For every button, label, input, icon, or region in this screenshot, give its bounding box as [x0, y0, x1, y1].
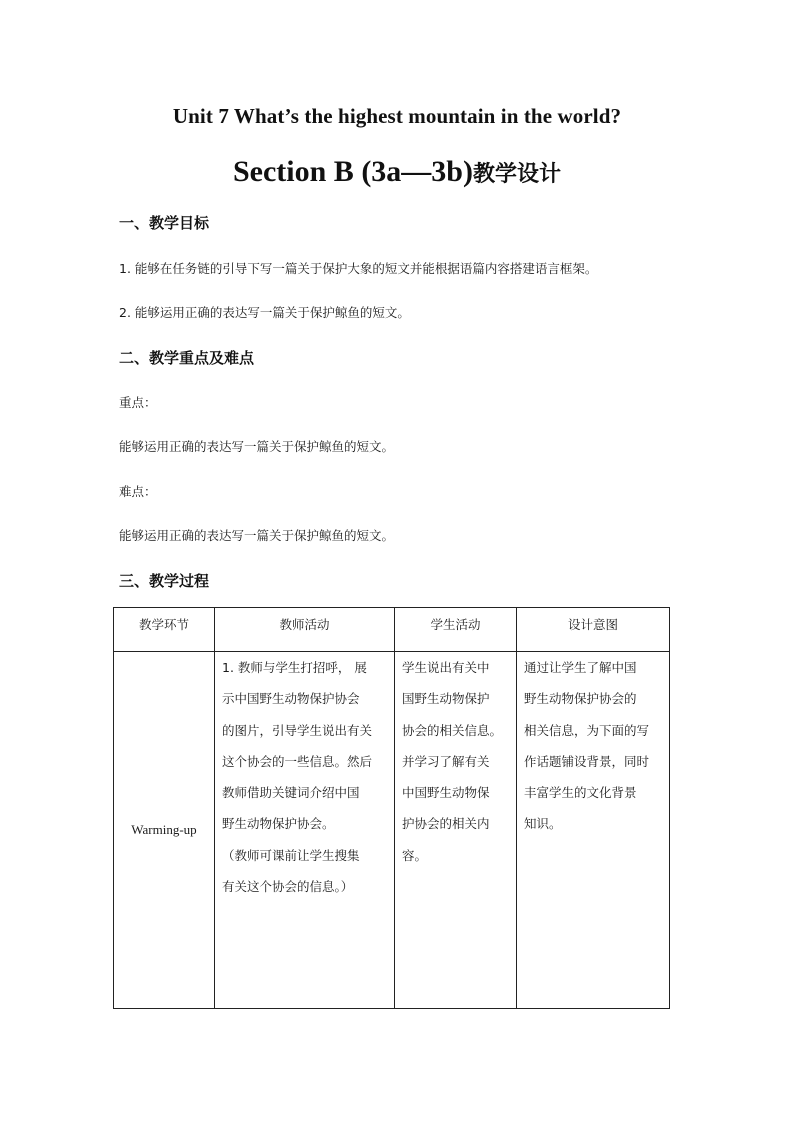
- key-point-label: 重点：: [119, 395, 157, 410]
- section-title: [0, 155, 794, 189]
- header-stage: 教学环节: [114, 608, 215, 652]
- header-student-activity: 学生活动: [395, 608, 517, 652]
- student-line: 国野生动物保护: [402, 691, 490, 707]
- goal-1: 1. 能够在任务链的引导下写一篇关于保护大象的短文并能根据语篇内容搭建语言框架。: [119, 261, 598, 276]
- design-line: 野生动物保护协会的: [524, 691, 637, 707]
- student-activity-cell: [395, 652, 517, 1009]
- teacher-line: 示中国野生动物保护协会: [222, 691, 360, 707]
- table-header-row: [114, 608, 670, 652]
- section-title-en: Section B (3a—3b): [232, 155, 473, 188]
- table-row: [114, 652, 670, 1009]
- header-teacher-activity: 教师活动: [215, 608, 395, 652]
- focus-heading: 二、教学重点及难点: [119, 349, 255, 367]
- design-line: 相关信息，为下面的写: [524, 722, 650, 738]
- teacher-line: 这个协会的一些信息。然后: [222, 753, 373, 769]
- design-line: 丰富学生的文化背景: [524, 785, 637, 801]
- teacher-line: 1. 教师与学生打招呼， 展: [222, 660, 367, 675]
- student-line: 中国野生动物保: [402, 785, 490, 801]
- teacher-activity-cell: [215, 652, 395, 1009]
- process-heading: 三、教学过程: [119, 572, 210, 590]
- goals-heading: 一、教学目标: [119, 214, 210, 232]
- teacher-line: 的图片，引导学生说出有关: [222, 722, 373, 738]
- header-design-intent: 设计意图: [517, 608, 670, 652]
- student-line: 并学习了解有关: [402, 753, 490, 769]
- unit-title: Unit 7 What’s the highest mountain in the world?: [172, 104, 622, 128]
- difficult-point-text: 能够运用正确的表达写一篇关于保护鲸鱼的短文。: [119, 528, 395, 543]
- design-line: 知识。: [524, 816, 562, 832]
- goal-2: 2. 能够运用正确的表达写一篇关于保护鲸鱼的短文。: [119, 305, 410, 320]
- difficult-point-label: 难点：: [119, 484, 157, 499]
- design-line: 通过让学生了解中国: [524, 660, 637, 675]
- student-line: 学生说出有关中: [402, 660, 490, 675]
- key-point-text: 能够运用正确的表达写一篇关于保护鲸鱼的短文。: [119, 439, 395, 454]
- teacher-line: 野生动物保护协会。: [222, 816, 335, 832]
- student-line: 容。: [402, 847, 428, 863]
- design-intent-cell: [517, 652, 670, 1009]
- teacher-line: （教师可课前让学生搜集: [222, 847, 360, 863]
- teaching-process-table: [113, 607, 670, 1009]
- teacher-line: 教师借助关键词介绍中国: [222, 785, 360, 801]
- student-line: 护协会的相关内: [402, 816, 490, 832]
- design-line: 作话题铺设背景，同时: [524, 753, 650, 769]
- teacher-line: 有关这个协会的信息。）: [222, 879, 354, 895]
- section-title-cn: 教学设计: [472, 162, 561, 187]
- student-line: 协会的相关信息。: [402, 722, 503, 738]
- stage-cell: Warming-up: [114, 652, 215, 1009]
